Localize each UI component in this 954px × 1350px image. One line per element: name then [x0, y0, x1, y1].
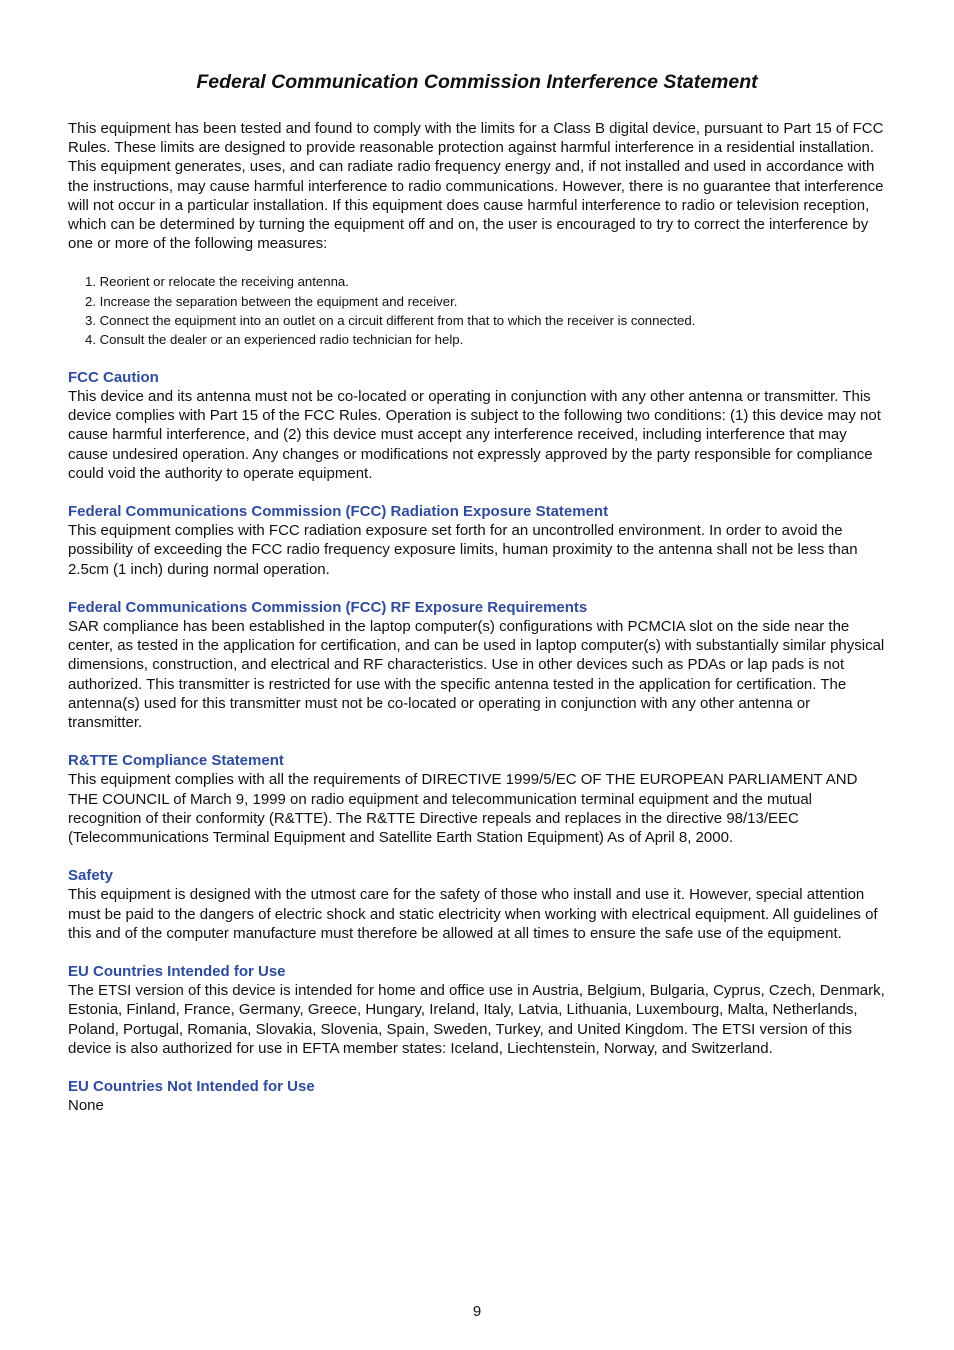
- section-heading: Federal Communications Commission (FCC) RF Exposure Requirements: [68, 598, 588, 616]
- intro-paragraph: This equipment has been tested and found to comply with the limits for a Class B digital device, pursuant to Part 15 of FCC Rules. These limits are designed to provide reasonable protection against harmful interference in a residential installation. This equipment generates, uses, and can radiate radio frequency energy and, if not installed and used in accordance with the instructions, may cause harmful interference to radio communications. However, there is no guarantee that interference will not occur in a particular installation. If this equipment does cause harmful interference to radio or television reception, which can be determined by turning the equipment off and on, the user is encouraged to try to correct the interference by one or more of the following measures:: [68, 120, 884, 253]
- section-heading: R&TTE Compliance Statement: [68, 752, 284, 770]
- page-title: Federal Communication Commission Interference Statement: [196, 71, 758, 93]
- section-body: This equipment complies with FCC radiation exposure set forth for an uncontrolled environment. In order to avoid the possibility of exceeding the FCC radio frequency exposure limits, human proximity to the antenna shall not be less than 2.5cm (1 inch) during normal operation.: [68, 522, 858, 578]
- page-content: [68, 68, 886, 1116]
- section-body: None: [68, 1097, 104, 1115]
- section-heading: EU Countries Intended for Use: [68, 963, 286, 981]
- section-safety: [68, 866, 886, 943]
- section-body: This equipment complies with all the requirements of DIRECTIVE 1999/5/EC OF THE EUROPEAN PARLIAMENT AND THE COUNCIL of March 9, 1999 on radio equipment and telecommunication terminal equipment and the mutual recognition of their conformity (R&TTE). The R&TTE Directive repeals and replaces in the directive 98/13/EEC (Telecommunications Terminal Equipment and Satellite Earth Station Equipment) As of April 8, 2000.: [68, 771, 858, 847]
- section-fcc-caution: [68, 368, 886, 483]
- section-rtte-compliance: [68, 751, 886, 847]
- section-heading: EU Countries Not Intended for Use: [68, 1078, 315, 1096]
- section-body: SAR compliance has been established in the laptop computer(s) configurations with PCMCIA slot on the side near the center, as tested in the application for certification, and can be used in laptop computer(s) with substantially similar physical dimensions, construction, and electrical and RF characteristics. Use in other devices such as PDAs or lap pads is not authorized. This transmitter is restricted for use with the specific antenna tested in the application for certification. The antenna(s) used for this transmitter must not be co-located or operating in conjunction with any other antenna or transmitter.: [68, 618, 885, 732]
- section-body: The ETSI version of this device is intended for home and office use in Austria, Belgium, Bulgaria, Cyprus, Czech, Denmark, Estonia, Finland, France, Germany, Greece, Hungary, Ireland, Italy, Latvia, Lithuania, Luxembourg, Malta, Netherlands, Poland, Portugal, Romania, Slovakia, Slovenia, Spain, Sweden, Turkey, and United Kingdom. The ETSI version of this device is also authorized for use in EFTA member states: Iceland, Liechtenstein, Norway, and Switzerland.: [68, 982, 885, 1057]
- page-number: 9: [472, 1303, 482, 1320]
- section-heading: Safety: [68, 867, 114, 885]
- measures-list: [85, 272, 886, 348]
- section-body: This equipment is designed with the utmost care for the safety of those who install and use it. However, special attention must be paid to the dangers of electric shock and static electricity when working with electrical equipment. All guidelines of this and of the computer manufacture must therefore be allowed at all times to ensure the safe use of the equipment.: [68, 886, 878, 942]
- section-fcc-rf-exposure: [68, 598, 886, 732]
- section-body: This device and its antenna must not be co-located or operating in conjunction with any other antenna or transmitter. This device complies with Part 15 of the FCC Rules. Operation is subject to the following two conditions: (1) this device may not cause harmful interference, and (2) this device must accept any interference received, including interference that may cause undesired operation. Any changes or modifications not expressly approved by the party responsible for compliance could void the authority to operate equipment.: [68, 388, 881, 482]
- section-eu-intended: [68, 962, 886, 1058]
- list-item: 2. Increase the separation between the equipment and receiver.: [85, 293, 458, 309]
- section-eu-not-intended: [68, 1077, 886, 1115]
- list-item: 4. Consult the dealer or an experienced radio technician for help.: [85, 331, 464, 347]
- list-item: 3. Connect the equipment into an outlet on a circuit different from that to which the receiver is connected.: [85, 312, 696, 328]
- list-item: 1. Reorient or relocate the receiving antenna.: [85, 274, 349, 290]
- section-heading: Federal Communications Commission (FCC) Radiation Exposure Statement: [68, 503, 609, 521]
- section-fcc-radiation-exposure: [68, 502, 886, 579]
- section-heading: FCC Caution: [68, 368, 159, 386]
